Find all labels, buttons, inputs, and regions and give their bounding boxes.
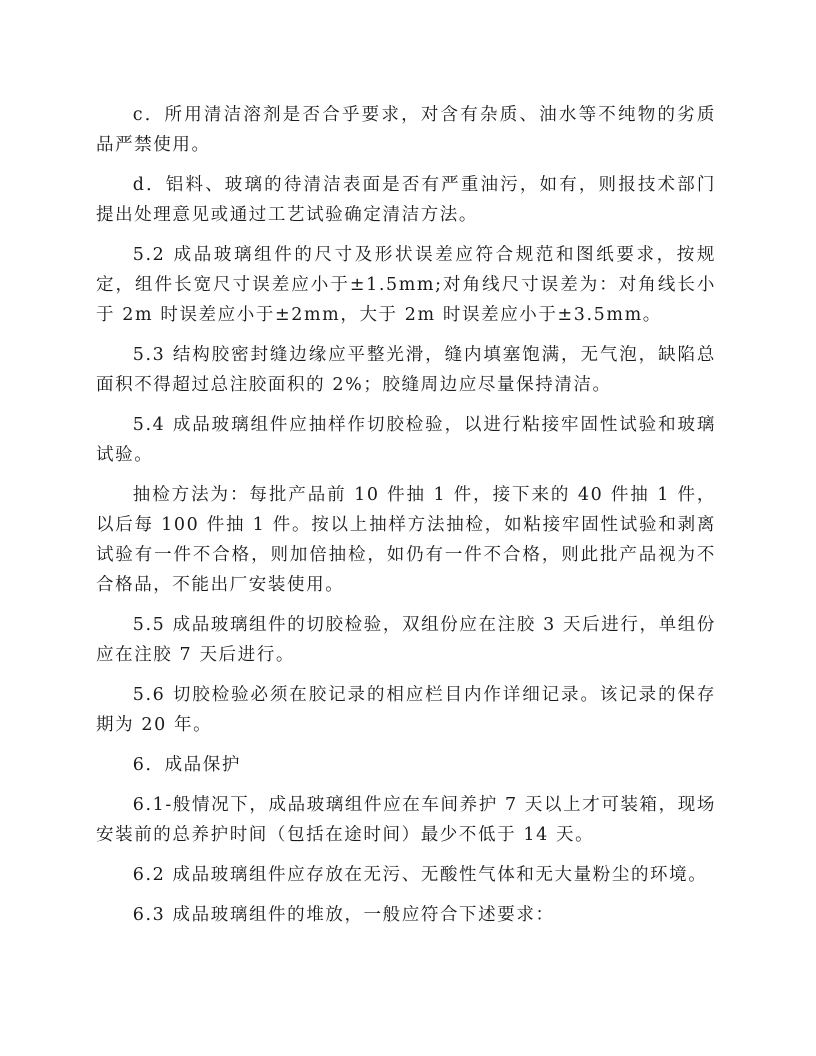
paragraph-item-c-cleaning-solvent: c．所用清洁溶剂是否合乎要求，对含有杂质、油水等不纯物的劣质品严禁使用。 [96, 105, 716, 155]
section-heading-6-product-protection: 6．成品保护 [132, 755, 241, 775]
paragraph-sampling-method: 抽检方法为：每批产品前 10 件抽 1 件，接下来的 40 件抽 1 件，以后每 100 件抽 1 件。按以上抽样方法抽检，如粘接牢固性试验和剥离试验有一件不合格，则加倍抽检，如仍有一件不合格，则此批产品视为不合格品，不能出厂安装使用。 [96, 485, 716, 595]
paragraph-5-4-cut-test: 5.4 成品玻璃组件应抽样作切胶检验，以进行粘接牢固性试验和玻璃试验。 [96, 415, 716, 465]
paragraph-5-2-dimension-tolerance: 5.2 成品玻璃组件的尺寸及形状误差应符合规范和图纸要求，按规定，组件长宽尺寸误差应小于±1.5mm;对角线尺寸误差为：对角线长小于 2m 时误差应小于±2mm，大于 2m 时误差应小于±3.5mm。 [96, 245, 716, 325]
paragraph-5-5-test-timing: 5.5 成品玻璃组件的切胶检验，双组份应在注胶 3 天后进行，单组份应在注胶 7 天后进行。 [96, 615, 716, 665]
paragraph-6-1-curing-time: 6.1-般情况下，成品玻璃组件应在车间养护 7 天以上才可装箱，现场安装前的总养护时间（包括在途时间）最少不低于 14 天。 [96, 795, 716, 845]
paragraph-item-d-surface-oil: d．铝料、玻璃的待清洁表面是否有严重油污，如有，则报技术部门提出处理意见或通过工艺试验确定清洁方法。 [96, 175, 716, 225]
paragraph-5-6-record-keeping: 5.6 切胶检验必须在胶记录的相应栏目内作详细记录。该记录的保存期为 20 年。 [96, 685, 716, 735]
paragraph-6-3-stacking: 6.3 成品玻璃组件的堆放，一般应符合下述要求： [132, 905, 555, 925]
paragraph-6-2-storage-environment: 6.2 成品玻璃组件应存放在无污、无酸性气体和无大量粉尘的环境。 [132, 865, 708, 885]
document-page [96, 100, 716, 940]
paragraph-5-3-sealant-joint: 5.3 结构胶密封缝边缘应平整光滑，缝内填塞饱满，无气泡，缺陷总面积不得超过总注胶面积的 2%；胶缝周边应尽量保持清洁。 [96, 345, 716, 395]
